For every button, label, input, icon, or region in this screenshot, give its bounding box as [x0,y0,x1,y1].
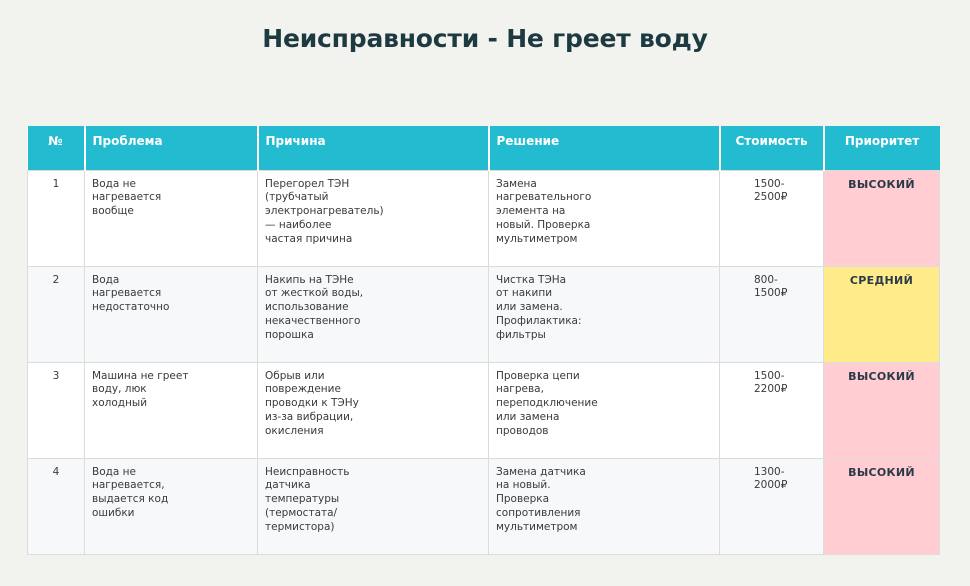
priority-badge: ВЫСОКИЙ [824,458,940,554]
faults-table [27,126,940,555]
cell-cost: 1300- 2000₽ [720,458,824,554]
table-row [28,266,940,362]
priority-badge: ВЫСОКИЙ [824,362,940,458]
column-header-cause: Причина [258,126,489,170]
column-header-num: № [28,126,85,170]
cell-num: 2 [28,266,85,362]
cell-cause: Неисправность датчика температуры (термостата/ термистора) [258,458,489,554]
cell-cost: 1500- 2500₽ [720,170,824,266]
column-header-priority: Приоритет [824,126,940,170]
cell-solution: Проверка цепи нагрева, переподключение или замена проводов [489,362,720,458]
cell-solution: Чистка ТЭНа от накипи или замена. Профилактика: фильтры [489,266,720,362]
cell-solution: Замена нагревательного элемента на новый. Проверка мультиметром [489,170,720,266]
cell-cost: 1500- 2200₽ [720,362,824,458]
column-header-cost: Стоимость [720,126,824,170]
cell-cost: 800- 1500₽ [720,266,824,362]
table-row [28,170,940,266]
priority-badge: СРЕДНИЙ [824,266,940,362]
cell-num: 1 [28,170,85,266]
cell-cause: Перегорел ТЭН (трубчатый электронагреватель) — наиболее частая причина [258,170,489,266]
priority-badge: ВЫСОКИЙ [824,170,940,266]
column-header-solution: Решение [489,126,720,170]
cell-problem: Вода нагревается недостаточно [85,266,258,362]
cell-solution: Замена датчика на новый. Проверка сопротивления мультиметром [489,458,720,554]
table-header-row [28,126,940,170]
cell-num: 3 [28,362,85,458]
cell-problem: Вода не нагревается вообще [85,170,258,266]
column-header-problem: Проблема [85,126,258,170]
table-row [28,362,940,458]
page-title: Неисправности - Не греет воду [262,24,708,53]
cell-cause: Накипь на ТЭНе от жесткой воды, использование некачественного порошка [258,266,489,362]
table-row [28,458,940,554]
cell-problem: Вода не нагревается, выдается код ошибки [85,458,258,554]
cell-problem: Машина не греет воду, люк холодный [85,362,258,458]
cell-cause: Обрыв или повреждение проводки к ТЭНу из-за вибрации, окисления [258,362,489,458]
cell-num: 4 [28,458,85,554]
